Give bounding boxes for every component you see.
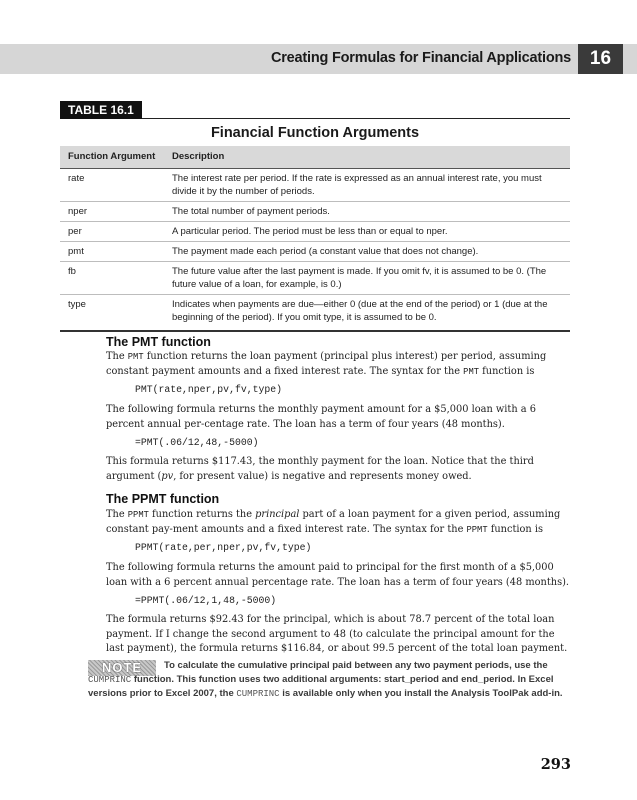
argument-cell: type: [60, 295, 164, 332]
pmt-result-paragraph: This formula returns $117.43, the monthly payment for the loan. Notice that the third argument (pv, for present value) is negative and represents money owed.: [106, 456, 534, 482]
table-title: Financial Function Arguments: [210, 125, 420, 141]
code-ppmt: PPMT: [466, 524, 488, 535]
note-icon: NOTE: [88, 660, 156, 676]
table-label: TABLE 16.1: [60, 101, 142, 119]
code-ppmt: PPMT: [127, 510, 149, 520]
description-cell: The interest rate per period. If the rate is expressed as an annual interest rate, you must divide it by the number of periods.: [164, 169, 570, 202]
column-header-description: Description: [164, 146, 570, 169]
pmt-example-paragraph: The following formula returns the monthly payment amount for a $5,000 loan with a 6 percent annual per-centage rate. The loan has a term of four years (48 months).: [106, 404, 536, 430]
description-cell: The future value after the last payment is made. If you omit fv, it is assumed to be 0. (The future value of a loan, for example, is 0.): [164, 262, 570, 295]
code-pmt: PMT: [463, 366, 480, 377]
code-cumprinc: CUMPRINC: [88, 674, 132, 685]
table-row: [60, 222, 570, 242]
page-number: 293: [540, 756, 571, 773]
table-row: [60, 202, 570, 222]
code-pmt: PMT: [127, 352, 144, 362]
argument-cell: fb: [60, 262, 164, 295]
table-row: [60, 262, 570, 295]
table-header-row: [60, 146, 570, 169]
pmt-syntax: PMT(rate,nper,pv,fv,type): [135, 384, 282, 395]
argument-cell: per: [60, 222, 164, 242]
pmt-formula: =PMT(.06/12,48,-5000): [135, 437, 259, 448]
column-header-argument: Function Argument: [60, 146, 164, 169]
ppmt-formula: =PPMT(.06/12,1,48,-5000): [135, 595, 277, 606]
ppmt-example-paragraph: The following formula returns the amount paid to principal for the first month of a $5,000 loan with a 6 percent annual percentage rate. The loan has a term of four years (48 months).: [106, 562, 570, 588]
note-text: To calculate the cumulative principal paid between any two payment periods, use the CUMPRINC function. This function uses two additional arguments: start_period and end_period. In Excel versions prior to Excel 2007, the CUMPRINC is available only when you install the Analysis ToolPak add-in.: [88, 660, 563, 699]
pmt-intro-paragraph: The PMT function returns the loan payment (principal plus interest) per period, assuming constant payment amounts and a fixed interest rate. The syntax for the PMT function is: [106, 351, 547, 377]
table-row: [60, 295, 570, 332]
description-cell: Indicates when payments are due—either 0 (due at the end of the period) or 1 (due at the beginning of the period). If you omit type, it is assumed to be 0.: [164, 295, 570, 332]
description-cell: The payment made each period (a constant value that does not change).: [164, 242, 570, 262]
chapter-title: Creating Formulas for Financial Applications: [270, 50, 571, 66]
argument-cell: pmt: [60, 242, 164, 262]
chapter-number-tab: 16: [578, 44, 623, 74]
ppmt-syntax: PPMT(rate,per,nper,pv,fv,type): [135, 542, 312, 553]
table-row: [60, 169, 570, 202]
description-cell: A particular period. The period must be less than or equal to nper.: [164, 222, 570, 242]
ppmt-intro-paragraph: The PPMT function returns the principal part of a loan payment for a given period, assuming constant pay-ment amounts and a fixed interest rate. The syntax for the PPMT function is: [106, 509, 561, 535]
function-arguments-table: [60, 146, 570, 332]
ppmt-result-paragraph: The formula returns $92.43 for the principal, which is about 78.7 percent of the total loan payment. If I change the second argument to 48 (to calculate the principal amount for the last payment), the formula returns $116.84, or about 99.5 percent of the total loan payment.: [106, 614, 568, 654]
description-cell: The total number of payment periods.: [164, 202, 570, 222]
table-row: [60, 242, 570, 262]
code-cumprinc: CUMPRINC: [236, 689, 280, 699]
ppmt-heading: The PPMT function: [106, 492, 220, 506]
argument-cell: rate: [60, 169, 164, 202]
argument-cell: nper: [60, 202, 164, 222]
pmt-heading: The PMT function: [106, 335, 211, 349]
